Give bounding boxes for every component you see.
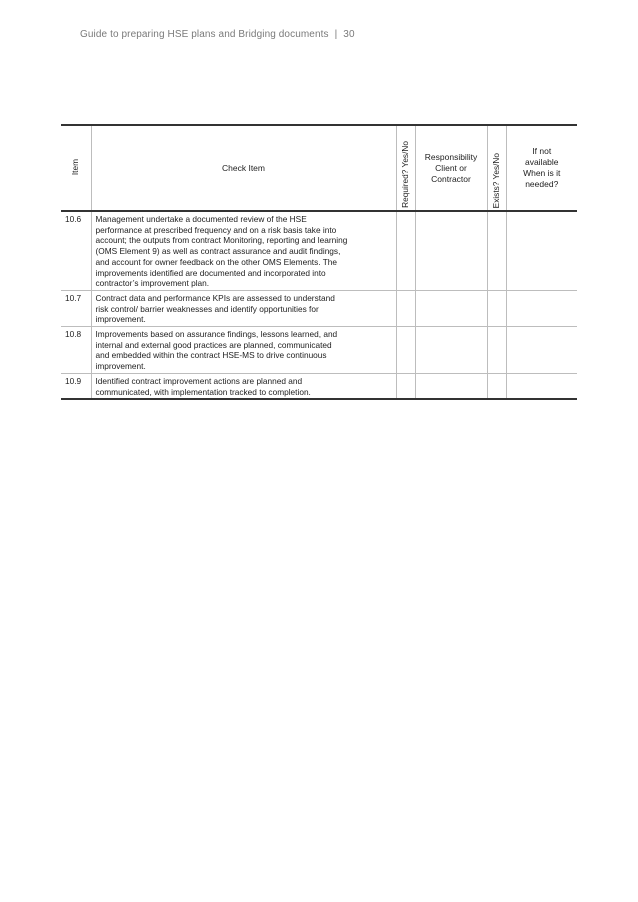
required-cell[interactable]	[396, 290, 415, 326]
check-item-line: improvement.	[95, 361, 146, 372]
required-header-label: Required? Yes/No	[400, 141, 411, 208]
check-item-text	[91, 211, 396, 290]
item-number: 10.7	[61, 290, 91, 326]
check-item-header-label: Check Item	[222, 162, 265, 173]
check-table	[61, 124, 577, 400]
check-item-line: account; the outputs from contract Monitoring, reporting and learning	[95, 235, 348, 246]
column-header-if-not-available	[506, 125, 577, 211]
required-cell[interactable]	[396, 373, 415, 399]
responsibility-cell[interactable]	[415, 373, 487, 399]
responsibility-line-3: Contractor	[431, 173, 471, 184]
check-item-line: risk control/ barrier weaknesses and identify opportunities for	[95, 303, 319, 314]
running-header	[80, 29, 355, 40]
item-number: 10.6	[61, 211, 91, 290]
column-header-item	[61, 125, 91, 211]
if-not-available-cell[interactable]	[506, 373, 577, 399]
check-item-line: improvement.	[95, 314, 146, 325]
check-item-text	[91, 327, 396, 374]
exists-cell[interactable]	[487, 211, 506, 290]
if-not-available-cell[interactable]	[506, 290, 577, 326]
if-not-available-line-1: If not	[532, 146, 552, 156]
header-separator: |	[334, 29, 338, 40]
required-cell[interactable]	[396, 327, 415, 374]
if-not-available-cell[interactable]	[506, 327, 577, 374]
exists-cell[interactable]	[487, 373, 506, 399]
column-header-exists	[487, 125, 506, 211]
item-number: 10.8	[61, 327, 91, 374]
document-title: Guide to preparing HSE plans and Bridging documents	[80, 29, 329, 40]
item-header-label: Item	[70, 158, 81, 175]
if-not-available-line-3: When is it	[523, 168, 561, 178]
check-item-line: improvements identified are documented and incorporated into	[95, 267, 326, 278]
table-row	[61, 290, 577, 326]
column-header-check-item	[91, 125, 396, 211]
check-item-line: performance at prescribed frequency and on a risk basis take into	[95, 224, 337, 235]
required-cell[interactable]	[396, 211, 415, 290]
check-item-line: internal and external good practices are planned, communicated	[95, 339, 332, 350]
table-header-row	[61, 125, 577, 211]
table-row	[61, 373, 577, 399]
exists-cell[interactable]	[487, 290, 506, 326]
check-item-line: Management undertake a documented review of the HSE	[95, 214, 307, 224]
check-item-line: contractor’s improvement plan.	[95, 278, 210, 289]
responsibility-line-2: Client or	[435, 162, 467, 173]
check-item-line: (OMS Element 9) as well as contract assurance and audit findings,	[95, 246, 341, 257]
item-number: 10.9	[61, 373, 91, 399]
if-not-available-line-4: needed?	[525, 179, 559, 189]
exists-cell[interactable]	[487, 327, 506, 374]
check-item-line: Contract data and performance KPIs are assessed to understand	[95, 292, 335, 303]
check-item-text	[91, 290, 396, 326]
if-not-available-header-label	[507, 146, 578, 190]
check-item-line: communicated, with implementation tracked to completion.	[95, 386, 311, 397]
responsibility-line-1: Responsibility	[424, 151, 478, 162]
table-row	[61, 211, 577, 290]
check-item-line: Identified contract improvement actions are planned and	[95, 375, 303, 386]
responsibility-cell[interactable]	[415, 290, 487, 326]
responsibility-cell[interactable]	[415, 327, 487, 374]
column-header-required	[396, 125, 415, 211]
if-not-available-line-2: available	[524, 157, 559, 167]
table-row	[61, 327, 577, 374]
check-item-line: and account for owner feedback on the other OMS Elements. The	[95, 256, 338, 267]
check-item-line: Improvements based on assurance findings, lessons learned, and	[95, 329, 338, 340]
column-header-responsibility	[415, 125, 487, 211]
exists-header-label: Exists? Yes/No	[491, 152, 502, 208]
responsibility-cell[interactable]	[415, 211, 487, 290]
check-item-line: and embedded within the contract HSE-MS to drive continuous	[95, 350, 327, 361]
page-number: 30	[343, 29, 355, 40]
check-item-text	[91, 373, 396, 399]
if-not-available-cell[interactable]	[506, 211, 577, 290]
responsibility-header-label	[416, 152, 487, 185]
